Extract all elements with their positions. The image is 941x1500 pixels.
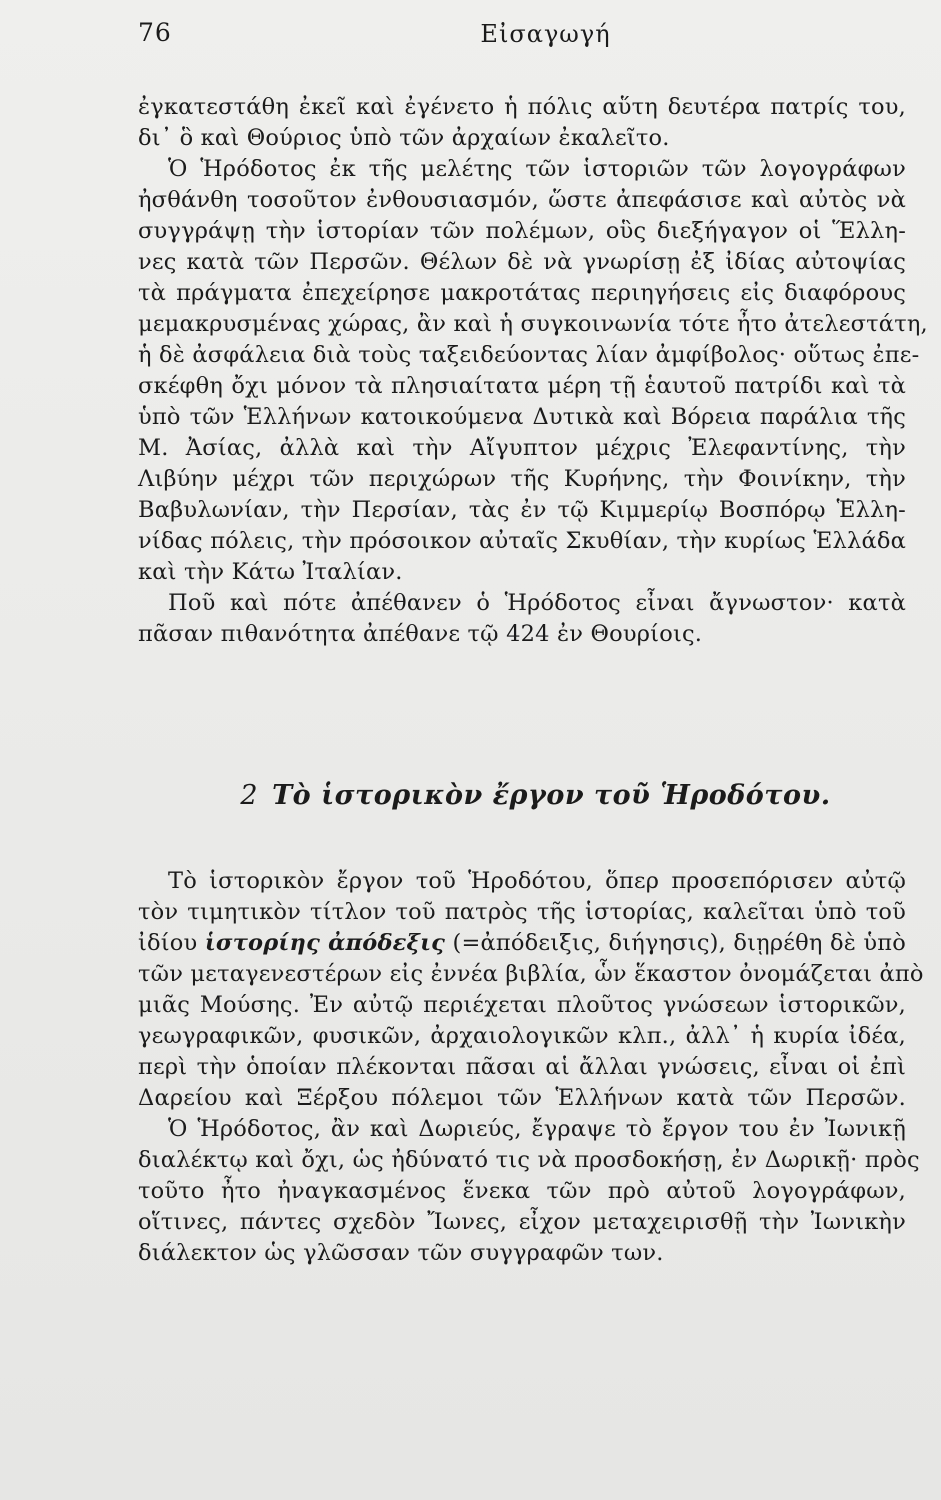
text-line: μιᾶς Μούσης. Ἐν αὐτῷ περιέχεται πλοῦτος γνώσεων ἱστορικῶν, (138, 992, 906, 1018)
text-line: τῶν μεταγενεστέρων εἰς ἐννέα βιβλία, ὧν ἕκαστον ὀνομάζεται ἀπὸ (138, 961, 924, 987)
text-line: τοῦτο ἦτο ἠναγκασμένος ἕνεκα τῶν πρὸ αὐτοῦ λογογράφων, (138, 1178, 906, 1204)
text-line: ἐγκατεστάθη ἐκεῖ καὶ ἐγένετο ἡ πόλις αὕτη δευτέρα πατρίς του, (138, 94, 906, 120)
section-number: 2 (240, 780, 259, 811)
body-text-top (138, 92, 928, 650)
section-heading (0, 780, 941, 811)
text-line: Ποῦ καὶ πότε ἀπέθανεν ὁ Ἡρόδοτος εἶναι ἄγνωστον· κατὰ (168, 590, 906, 616)
text-line: σκέφθη ὄχι μόνον τὰ πλησιαίτατα μέρη τῇ ἑαυτοῦ πατρίδι καὶ τὰ (138, 373, 906, 399)
text-line: τὸν τιμητικὸν τίτλον τοῦ πατρὸς τῆς ἱστορίας, καλεῖται ὑπὸ τοῦ (138, 899, 906, 925)
text-line: Λιβύην μέχρι τῶν περιχώρων τῆς Κυρήνης, τὴν Φοινίκην, τὴν (138, 466, 906, 492)
paragraph-3 (138, 588, 906, 650)
text-line: πᾶσαν πιθανότητα ἀπέθανε τῷ 424 ἐν Θουρίοις. (138, 621, 703, 647)
section-paragraph-1 (138, 866, 924, 1114)
text-line: ἠσθάνθη τοσοῦτον ἐνθουσιασμόν, ὥστε ἀπεφάσισε καὶ αὐτὸς νὰ (138, 187, 906, 213)
text-line: περὶ τὴν ὁποίαν πλέκονται πᾶσαι αἱ ἄλλαι γνώσεις, εἶναι οἱ ἐπὶ (138, 1054, 906, 1080)
text-line: Ὁ Ἡρόδοτος ἐκ τῆς μελέτης τῶν ἱστοριῶν τῶν λογογράφων (168, 156, 906, 182)
text-line: διάλεκτον ὡς γλῶσσαν τῶν συγγραφῶν των. (138, 1240, 664, 1266)
section-title: Τὸ ἱστορικὸν ἔργον τοῦ Ἡροδότου. (272, 780, 831, 811)
text-line: καὶ τὴν Κάτω Ἰταλίαν. (138, 559, 403, 585)
text-line: Μ. Ἀσίας, ἀλλὰ καὶ τὴν Αἴγυπτον μέχρις Ἐλεφαντίνης, τὴν (138, 435, 906, 461)
section-paragraph-2 (138, 1114, 920, 1269)
text-line: γεωγραφικῶν, φυσικῶν, ἀρχαιολογικῶν κλπ., ἀλλ᾽ ἡ κυρία ἰδέα, (138, 1023, 906, 1049)
emphasized-title: ἱστορίης ἀπόδεξις (204, 930, 446, 956)
text-fragment: (=ἀπόδειξις, διήγησις), διῃρέθη δὲ ὑπὸ (452, 930, 906, 956)
text-line: ὑπὸ τῶν Ἑλλήνων κατοικούμενα Δυτικὰ καὶ Βόρεια παράλια τῆς (138, 404, 906, 430)
text-line: μεμακρυσμένας χώρας, ἂν καὶ ἡ συγκοινωνία τότε ἦτο ἀτελεστάτη, (138, 311, 928, 337)
text-line-with-emphasis (138, 928, 906, 959)
running-title: Εἰσαγωγή (480, 20, 611, 48)
text-line: δι᾽ ὃ καὶ Θούριος ὑπὸ τῶν ἀρχαίων ἐκαλεῖτο. (138, 125, 670, 151)
text-line: Ὁ Ἡρόδοτος, ἂν καὶ Δωριεύς, ἔγραψε τὸ ἔργον του ἐν Ἰωνικῇ (168, 1116, 906, 1142)
text-line: Δαρείου καὶ Ξέρξου πόλεμοι τῶν Ἑλλήνων κατὰ τῶν Περσῶν. (138, 1085, 906, 1111)
text-line: νίδας πόλεις, τὴν πρόσοικον αὐταῖς Σκυθίαν, τὴν κυρίως Ἑλλάδα (138, 528, 906, 554)
text-line: τὰ πράγματα ἐπεχείρησε μακροτάτας περιηγήσεις εἰς διαφόρους (138, 280, 906, 306)
paragraph-2 (138, 154, 928, 588)
paragraph-1 (138, 92, 906, 154)
text-fragment: ἰδίου (138, 930, 198, 956)
text-line: ἡ δὲ ἀσφάλεια διὰ τοὺς ταξειδεύοντας λίαν ἀμφίβολος· οὕτως ἐπε- (138, 342, 920, 368)
text-line: συγγράψῃ τὴν ἱστορίαν τῶν πολέμων, οὓς διεξήγαγον οἱ Ἕλλη- (138, 218, 906, 244)
text-line: διαλέκτῳ καὶ ὄχι, ὡς ἠδύνατό τις νὰ προσδοκήσῃ, ἐν Δωρικῇ· πρὸς (138, 1147, 920, 1173)
text-line: οἵτινες, πάντες σχεδὸν Ἴωνες, εἶχον μεταχειρισθῇ τὴν Ἰωνικὴν (138, 1209, 906, 1235)
text-line: Βαβυλωνίαν, τὴν Περσίαν, τὰς ἐν τῷ Κιμμερίῳ Βοσπόρῳ Ἑλλη- (138, 497, 906, 523)
page-number: 76 (138, 18, 172, 47)
text-line: Τὸ ἱστορικὸν ἔργον τοῦ Ἡροδότου, ὅπερ προσεπόρισεν αὐτῷ (168, 868, 906, 894)
page-header (0, 18, 941, 58)
text-line: νες κατὰ τῶν Περσῶν. Θέλων δὲ νὰ γνωρίσῃ ἐξ ἰδίας αὐτοψίας (138, 249, 906, 275)
section-body-text (138, 866, 924, 1269)
